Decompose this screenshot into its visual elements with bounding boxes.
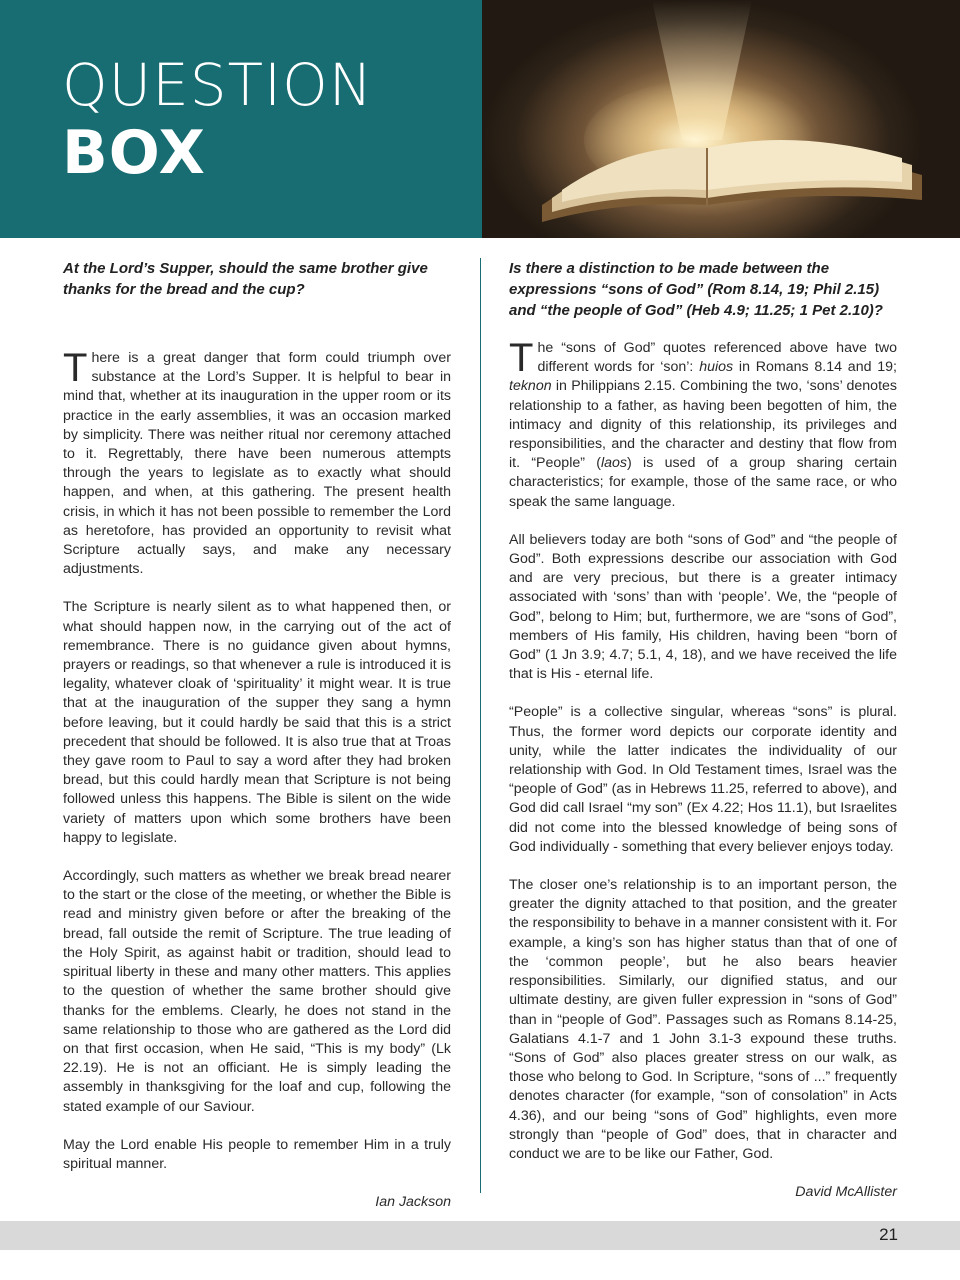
left-article xyxy=(63,258,451,1212)
title-panel xyxy=(0,0,482,238)
left-question: At the Lord’s Supper, should the same brother give thanks for the bread and the cup? xyxy=(63,260,428,298)
right-paragraph-4: The closer one’s relationship is to an important person, the greater the dignity attached to that position, and the greater the responsibility to behave in a manner consistent with it. For example, a king’s son has higher status than that of one of the ‘common people’, but he also bears heavier responsibilities. Similarly, our dignified status, and our ultimate destiny, are given fuller expression in “sons of God” than in “people of God”. Passages such as Romans 8.14-25, Galatians 4.1-7 and 1 John 3.1-3 expound these truths. “Sons of God” also places greater stress on our walk, as those who belong to God. In Scripture, “sons of ...” frequently denotes character (for example, “son of consolation” in Acts 4.36), and our being “sons of God” highlights, even more strongly than “people of God” does, that in character and conduct we are to be like our Father, God. xyxy=(509,877,897,1162)
open-bible-image xyxy=(482,0,960,238)
left-paragraph-2: The Scripture is nearly silent as to what happened then, or what should happen now, in the carrying out of the act of remembrance. There is no guidance given about hymns, prayers or readings, so that whenever a rule is introduced it is legality, whatever cloak of ‘spirituality’ it might wear. It is true that at the inauguration of the supper they sang a hymn before leaving, but it could hardly be said that this is a strict precedent that should be followed. It is also true that at Troas they gave room to Paul to say a word after they had broken bread, but this could hardly mean that Scripture is not being followed unless this happens. The Bible is silent on the wide variety of matters upon which some brothers have been happy to legislate. xyxy=(63,599,451,846)
header-banner xyxy=(0,0,960,238)
left-paragraph-4: May the Lord enable His people to remember Him in a truly spiritual manner. xyxy=(63,1136,451,1172)
left-author: Ian Jackson xyxy=(375,1194,451,1211)
open-bible-illustration xyxy=(482,0,960,238)
right-paragraph-3: “People” is a collective singular, whereas “sons” is plural. Thus, the former word depicts our corporate identity and unity, while the latter indicates the individuality of our relationship with God. In Old Testament times, Israel was the “people of God” (as in Hebrews 11.25, referred to above), and God did call Israel “my son” (Ex 4.22; Hos 11.1), but Israelites did not come into the blessed knowledge of being sons of God individually - something that every believer enjoys today. xyxy=(509,704,897,855)
left-paragraph-3: Accordingly, such matters as whether we break bread nearer to the start or the close of the meeting, or whether the Bible is read and ministry given before or after the breaking of the bread, fall outside the remit of Scripture. The true leading of the Holy Spirit, as against habit or tradition, should lead to spiritual liberty in these and many other matters. This applies to the question of whether the same brother should give thanks for the emblems. Clearly, he does not stand in the same relationship to those who are gathered as the Lord did on that first occasion, when He said, “This is my body” (Lk 22.19). He is not an officiant. He is simply leading the assembly in thanksgiving for the loaf and cup, following the stated example of our Saviour. xyxy=(63,868,451,1115)
page-title-line2: BOX xyxy=(62,118,206,188)
right-paragraph-1: The “sons of God” quotes referenced above have two different words for ‘son’: huios in Romans 8.14 and 19; teknon in Philippians 2.15. Combining the two, ‘sons’ denotes relationship to a father, as having been begotten of him, the intimacy and dignity of this relationship, its privileges and responsibilities, and the character and destiny that flow from it. “People” (laos) is used of a group sharing certain characteristics; for example, those of the same race, or who speak the same language. xyxy=(509,336,898,510)
right-author: David McAllister xyxy=(795,1184,897,1201)
page-number: 21 xyxy=(879,1225,898,1244)
page-footer xyxy=(0,1221,960,1250)
right-question: Is there a distinction to be made between the expressions “sons of God” (Rom 8.14, 19; Phil 2.15) and “the people of God” (Heb 4.9; 11.25; 1 Pet 2.10)? xyxy=(509,260,883,319)
column-divider xyxy=(480,258,481,1193)
right-paragraph-2: All believers today are both “sons of God” and “the people of God”. Both expressions describe our association with God and are very precious, but there is a greater intimacy associated with ‘sons’ than with ‘people’. We, the “people of God”, belong to Him; but, furthermore, we are “sons of God”, members of His family, His children, having been “born of God” (1 Jn 3.9; 4.7; 5.1, 4, 18), and we have received the life that is His - eternal life. xyxy=(509,531,897,683)
page-title-line1: QUESTION xyxy=(62,51,374,119)
right-article xyxy=(509,258,897,1202)
left-paragraph-1: There is a great danger that form could triumph over substance at the Lord’s Supper. It is helpful to bear in mind that, whether at its inauguration in the upper room or its practice in the early assemblies, it was an occasion marked by simplicity. There was neither ritual nor ceremony attached to it. Regrettably, there have been numerous attempts through the years to legislate as to exactly what should happen, and when, at this gathering. The present health crisis, in which it has not been possible to remember the Lord as heretofore, has provided an opportunity to revisit what Scripture actually says, and make any necessary adjustments. xyxy=(63,346,451,578)
